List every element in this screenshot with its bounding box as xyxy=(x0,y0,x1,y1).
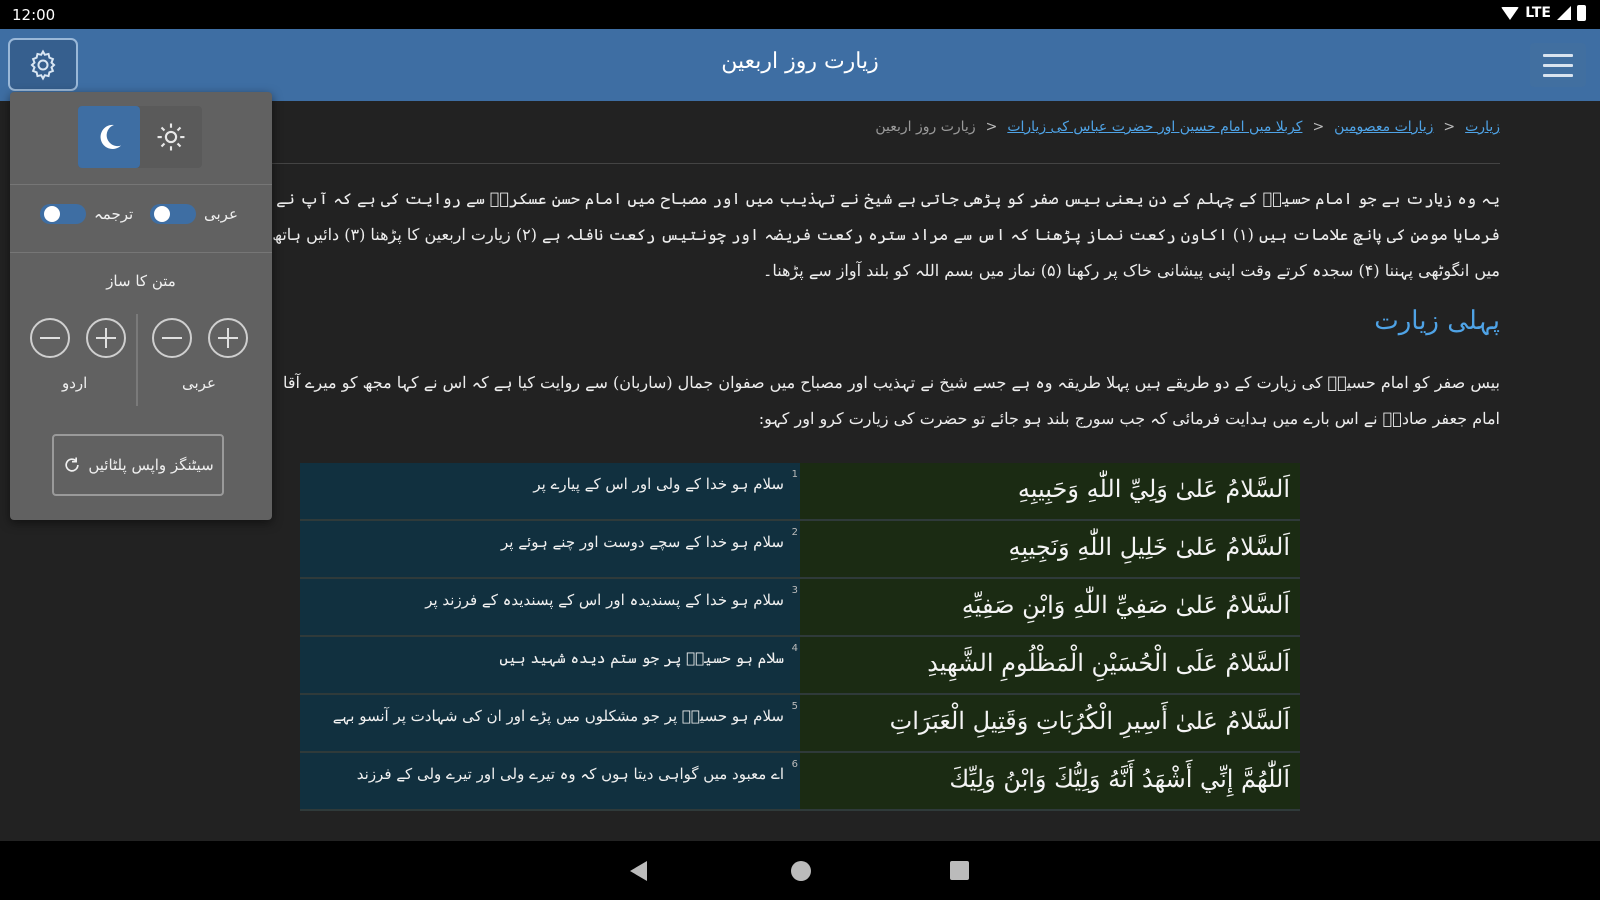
dark-theme-button[interactable] xyxy=(78,106,140,168)
verse-number: 1 xyxy=(791,469,798,480)
arabic-text: اَلسَّلامُ عَلىٰ وَلِيِّ اللّٰهِ وَحَبِيبِهِ xyxy=(1017,475,1290,503)
breadcrumb xyxy=(875,119,1500,135)
reset-label: سیٹنگز واپس پلٹائیں xyxy=(88,456,214,474)
network-label: LTE xyxy=(1525,5,1551,21)
breadcrumb-separator: < xyxy=(1312,119,1325,135)
panel-divider xyxy=(10,252,272,253)
arabic-text: اَلسَّلامُ عَلىٰ أَسِيرِ الْكُرُبَاتِ وَقَتِيلِ الْعَبَرَاتِ xyxy=(889,707,1290,735)
arabic-cell xyxy=(800,695,1300,751)
verse-number: 4 xyxy=(791,643,798,654)
minus-icon xyxy=(40,337,60,339)
arabic-text: اَللّٰهُمَّ إِنِّي أَشْهَدُ أَنَّهُ وَلِيُّكَ وَابْنُ وَلِيِّكَ xyxy=(949,765,1290,793)
translation-cell xyxy=(300,753,800,809)
urdu-size-controls xyxy=(30,318,126,358)
status-bar xyxy=(0,0,1600,29)
arabic-group-label: عربی xyxy=(182,374,216,392)
divider xyxy=(270,163,1500,164)
settings-panel xyxy=(10,92,272,520)
translation-text: سلام ہو حسینؑ پر جو مشکلوں میں پڑے اور ان کی شہادت پر آنسو بہے xyxy=(332,707,784,725)
intro-paragraph: یہ وہ زیارت ہے جو امام حسینؑ کے چہلم کے دن یعنی بیس صفر کو پڑھی جاتی ہے شیخ نے تہذیب میں اور مصباح میں امام حسن عسکریؑ سے روایت کی ہے کہ آپ نے فرمایا مومن کی پانچ علامات ہیں (۱) اکاون رکعت نماز پڑھنا کہ اس سے مراد سترہ رکعت فریضہ اور چونتیس رکعت نافلہ ہے (۲) زیارت اربعین کا پڑھنا (۳) دائیں ہاتھ میں انگوٹھی پہننا (۴) سجدہ کرتے وقت اپنی پیشانی خاک پر رکھنا (۵) نماز میں بسم اللہ کو بلند آواز سے پڑھنا۔ xyxy=(272,189,1500,280)
urdu-increase-button[interactable] xyxy=(86,318,126,358)
sun-icon xyxy=(154,120,188,154)
urdu-group-label: اردو xyxy=(62,374,88,392)
table-row xyxy=(300,753,1300,811)
table-row xyxy=(300,463,1300,521)
translation-text: سلام ہو خدا کے پسندیدہ اور اس کے پسندیدہ کے فرزند پر xyxy=(425,591,784,609)
arabic-size-controls xyxy=(152,318,248,358)
verse-number: 6 xyxy=(791,759,798,770)
light-theme-button[interactable] xyxy=(140,106,202,168)
translation-text: سلام ہو خدا کے ولی اور اس کے پیارے پر xyxy=(533,475,784,493)
breadcrumb-separator: < xyxy=(1443,119,1456,135)
translation-cell xyxy=(300,463,800,519)
breadcrumb-link-ziyarat[interactable]: زیارت xyxy=(1465,119,1500,135)
page-title: زیارت روز اربعین xyxy=(721,49,879,74)
arabic-cell xyxy=(800,753,1300,809)
moon-icon xyxy=(92,120,126,154)
battery-icon xyxy=(1577,5,1586,21)
translation-cell xyxy=(300,637,800,693)
arabic-cell xyxy=(800,521,1300,577)
method-paragraph: بیس صفر کو امام حسینؑ کی زیارت کے دو طریقے ہیں پہلا طریقہ وہ ہے جسے شیخ نے تہذیب اور مصباح میں صفوان جمال (ساربان) سے روایت کیا ہے کہ اس نے کہا مجھ کو میرے آقا امام جعفر صادقؑ نے اس بارے میں ہدایت فرمائی کہ جب سورج بلند ہو جائے تو حضرت کی زیارت کرو اور کہو: xyxy=(282,373,1500,428)
breadcrumb-link-karbala[interactable]: کربلا میں امام حسین اور حضرت عباس کی زیارات xyxy=(1007,119,1303,135)
table-row xyxy=(300,637,1300,695)
minus-icon xyxy=(162,337,182,339)
translation-toggle-label: ترجمہ xyxy=(94,205,134,223)
arabic-text: اَلسَّلامُ عَلىٰ خَلِيلِ اللّٰهِ وَنَجِيبِهِ xyxy=(1008,533,1290,561)
panel-divider xyxy=(10,184,272,185)
translation-text: اے معبود میں گواہی دیتا ہوں کہ وہ تیرے ولی اور تیرے ولی کے فرزند xyxy=(356,765,784,783)
menu-button[interactable] xyxy=(1530,43,1586,87)
theme-toggle xyxy=(78,106,202,168)
arabic-toggle-row xyxy=(150,204,238,224)
translation-cell xyxy=(300,579,800,635)
navigation-bar xyxy=(0,841,1600,900)
arabic-cell xyxy=(800,579,1300,635)
breadcrumb-current: زیارت روز اربعین xyxy=(875,119,976,135)
translation-toggle[interactable] xyxy=(40,204,86,224)
recent-apps-icon[interactable] xyxy=(950,861,969,880)
arabic-cell xyxy=(800,637,1300,693)
translation-toggle-row xyxy=(40,204,133,224)
wifi-icon xyxy=(1501,7,1519,20)
section-heading: پہلی زیارت xyxy=(1374,306,1500,336)
arabic-text: اَلسَّلامُ عَلىٰ صَفِيِّ اللّٰهِ وَابْنِ صَفِيِّهِ xyxy=(961,591,1290,619)
status-icons xyxy=(1501,5,1586,21)
ziyarat-table xyxy=(300,463,1300,811)
arabic-toggle[interactable] xyxy=(150,204,196,224)
size-divider xyxy=(136,314,138,406)
status-time: 12:00 xyxy=(12,6,56,24)
menu-icon xyxy=(1543,54,1573,57)
back-icon[interactable] xyxy=(630,861,647,881)
refresh-icon xyxy=(62,455,82,475)
arabic-text: اَلسَّلامُ عَلَى الْحُسَيْنِ الْمَظْلُومِ الشَّهِيدِ xyxy=(927,649,1290,677)
urdu-decrease-button[interactable] xyxy=(30,318,70,358)
arabic-decrease-button[interactable] xyxy=(152,318,192,358)
breadcrumb-link-masumeen[interactable]: زیارات معصومین xyxy=(1334,119,1434,135)
breadcrumb-separator: < xyxy=(985,119,998,135)
table-row xyxy=(300,579,1300,637)
home-icon[interactable] xyxy=(791,861,811,881)
verse-number: 5 xyxy=(791,701,798,712)
table-row xyxy=(300,695,1300,753)
verse-number: 2 xyxy=(791,527,798,538)
reset-settings-button[interactable] xyxy=(52,434,224,496)
text-size-label: متن کا ساز xyxy=(106,272,176,290)
translation-text: سلام ہو حسینؑ پر جو ستم دیدہ شہید ہیں xyxy=(499,649,784,667)
arabic-toggle-label: عربی xyxy=(204,205,238,223)
table-row xyxy=(300,521,1300,579)
translation-text: سلام ہو خدا کے سچے دوست اور چنے ہوئے پر xyxy=(501,533,784,551)
signal-icon xyxy=(1557,6,1571,20)
arabic-cell xyxy=(800,463,1300,519)
translation-cell xyxy=(300,521,800,577)
app-bar xyxy=(0,29,1600,101)
translation-cell xyxy=(300,695,800,751)
verse-number: 3 xyxy=(791,585,798,596)
arabic-increase-button[interactable] xyxy=(208,318,248,358)
